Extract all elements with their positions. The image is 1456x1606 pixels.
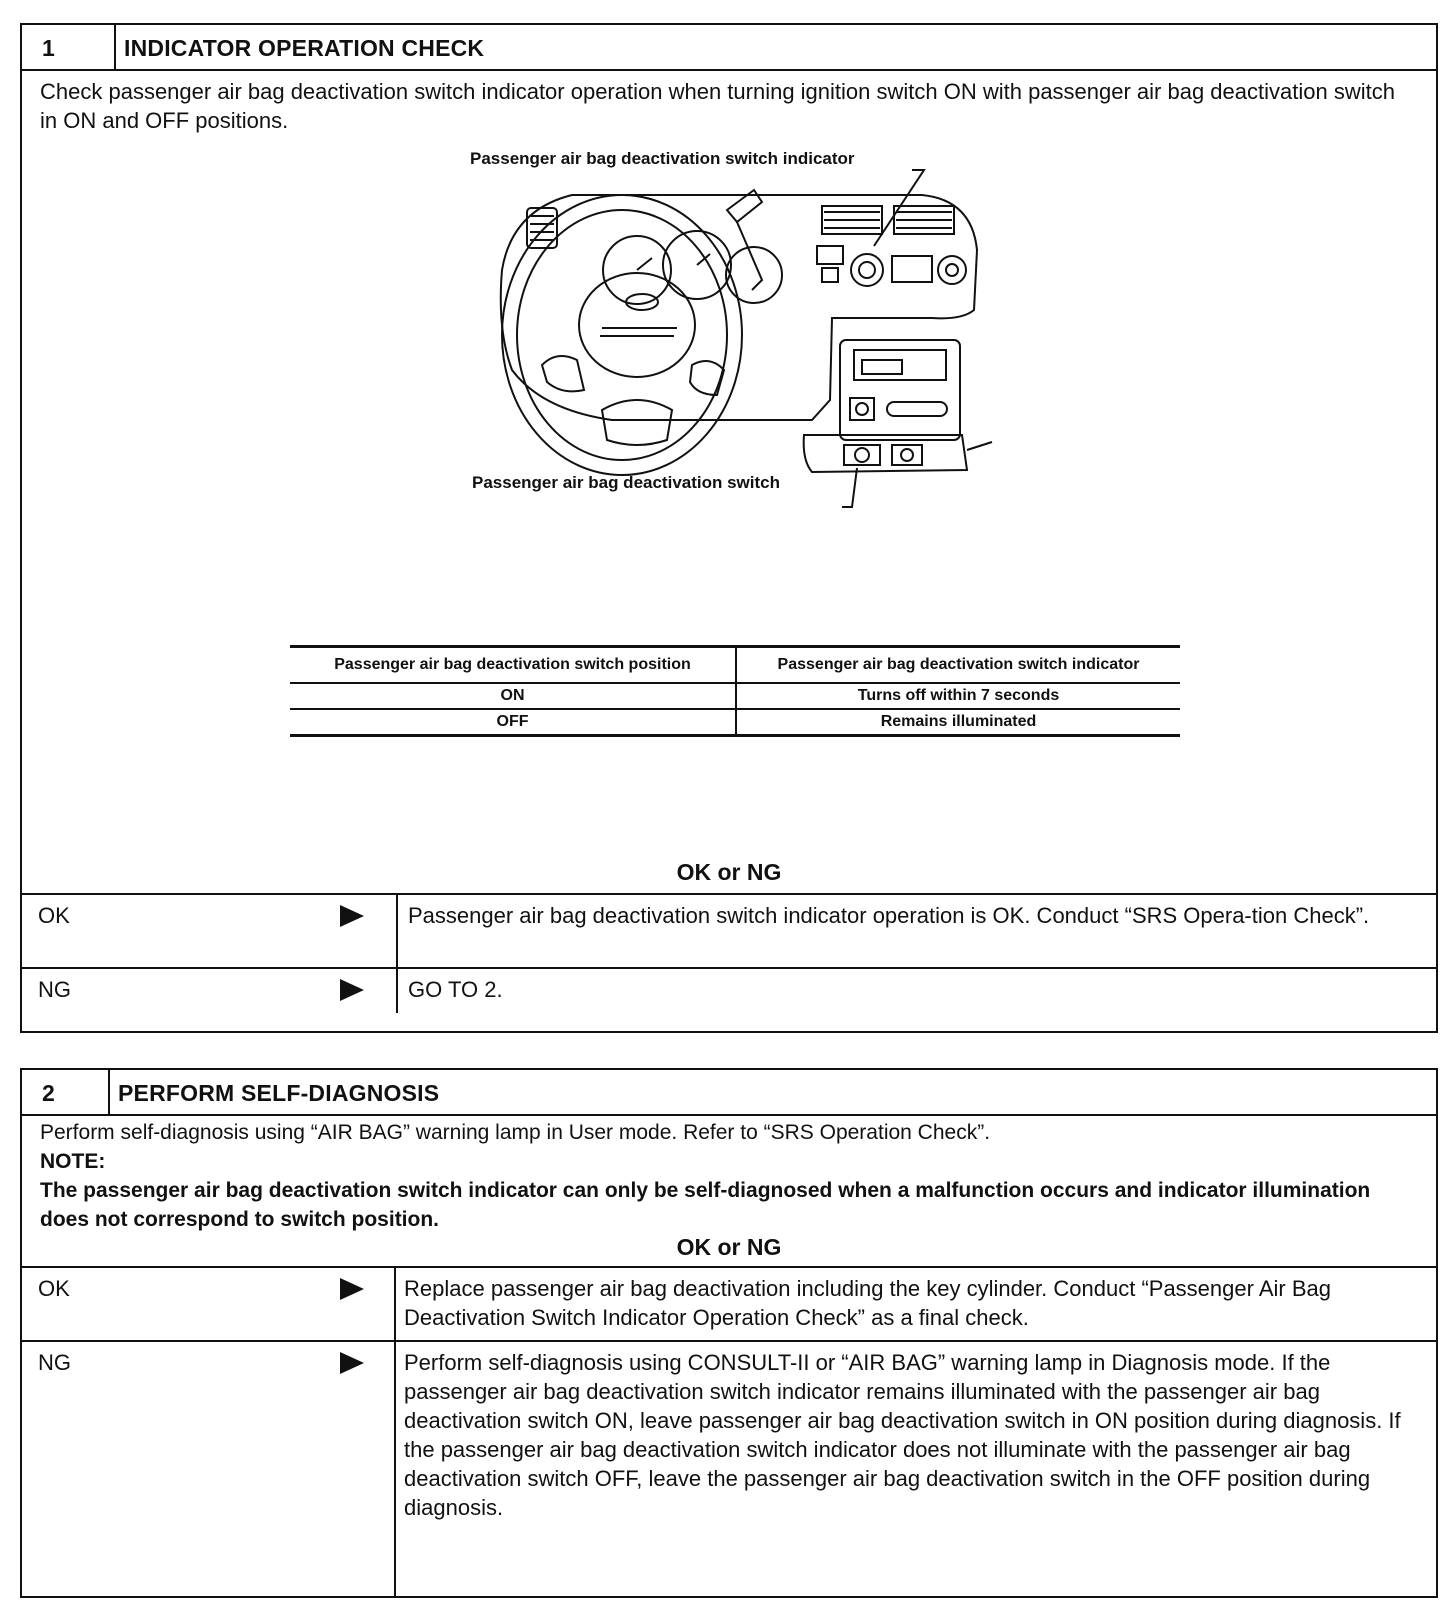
dashboard-drawing [462,150,1022,510]
note-label: NOTE: [40,1150,106,1173]
step-1-header [22,25,1436,71]
climate-control-icon [817,246,966,286]
result-divider [396,895,398,967]
step-1-okng-title: OK or NG [676,859,782,885]
result-row-ok [22,1266,1436,1340]
result-text: GO TO 2. [408,977,503,1002]
table-cell: OFF [496,713,529,730]
result-label: OK [38,1276,70,1301]
step-1-number: 1 [42,35,55,61]
step-2-number: 2 [42,1080,55,1106]
result-text: Perform self-diagnosis using CONSULT-II or “AIR BAG” warning lamp in Diagnosis mode. If the passenger air bag deactivation switch indicator remains illuminated with the passenger air bag deactivation switch ON, leave passenger air bag deactivation switch in ON position during diagnosis. If the passenger air bag deactivation switch indicator does not illuminate with the passenger air bag deactivation switch OFF, leave the passenger air bag deactivation switch in the OFF position during diagnosis. [404,1350,1401,1520]
result-label: NG [38,977,71,1002]
header-divider [108,1070,110,1114]
step-2-okng-title: OK or NG [676,1234,782,1260]
result-text: Replace passenger air bag deactivation including the key cylinder. Conduct “Passenger Air Bag Deactivation Switch Indicator Operation Check” as a final check. [404,1276,1331,1330]
indicator-callout-label: Passenger air bag deactivation switch indicator [470,149,855,168]
table-header-cell: Passenger air bag deactivation switch indicator [735,648,1180,682]
step-1-title: INDICATOR OPERATION CHECK [124,35,485,61]
step-1-box [20,23,1438,1033]
step-2-box [20,1068,1438,1598]
switch-callout-label: Passenger air bag deactivation switch [472,473,781,492]
result-divider [396,969,398,1013]
table-header-cell: Passenger air bag deactivation switch position [334,656,691,673]
table-row [290,710,1180,734]
step-2-title: PERFORM SELF-DIAGNOSIS [118,1080,440,1106]
arrow-right-icon [340,905,364,927]
result-label: OK [38,903,70,928]
note-text: The passenger air bag deactivation switch indicator can only be self-diagnosed when a malfunction occurs and indicator illumination does not correspond to switch position. [40,1179,1371,1231]
arrow-right-icon [340,979,364,1001]
dashboard-illustration [462,150,1022,510]
step-1-description: Check passenger air bag deactivation switch indicator operation when turning ignition switch ON with passenger air bag deactivation switch in ON and OFF positions. [40,79,1395,133]
result-row-ng [22,967,1436,1013]
radio-unit-icon [840,340,960,440]
steering-wheel-icon [502,190,762,475]
step-2-header [22,1070,1436,1116]
table-row [290,684,1180,710]
result-row-ng [22,1340,1436,1598]
result-row-ok [22,893,1436,967]
result-label: NG [38,1350,71,1375]
switch-position-table [290,645,1180,737]
table-cell: Turns off within 7 seconds [735,684,1180,708]
arrow-right-icon [340,1278,364,1300]
table-cell: ON [500,687,525,704]
step-2-description: Perform self-diagnosis using “AIR BAG” warning lamp in User mode. Refer to “SRS Operation Check”. [40,1121,991,1144]
switch-leader-line [842,468,857,507]
result-divider [394,1268,396,1340]
table-cell: Remains illuminated [735,710,1180,734]
center-vent-icon [822,206,954,234]
result-divider [394,1342,396,1598]
result-text: Passenger air bag deactivation switch indicator operation is OK. Conduct “SRS Opera-tion Check”. [408,903,1370,928]
arrow-right-icon [340,1352,364,1374]
header-divider [114,25,116,69]
table-header-row [290,648,1180,684]
